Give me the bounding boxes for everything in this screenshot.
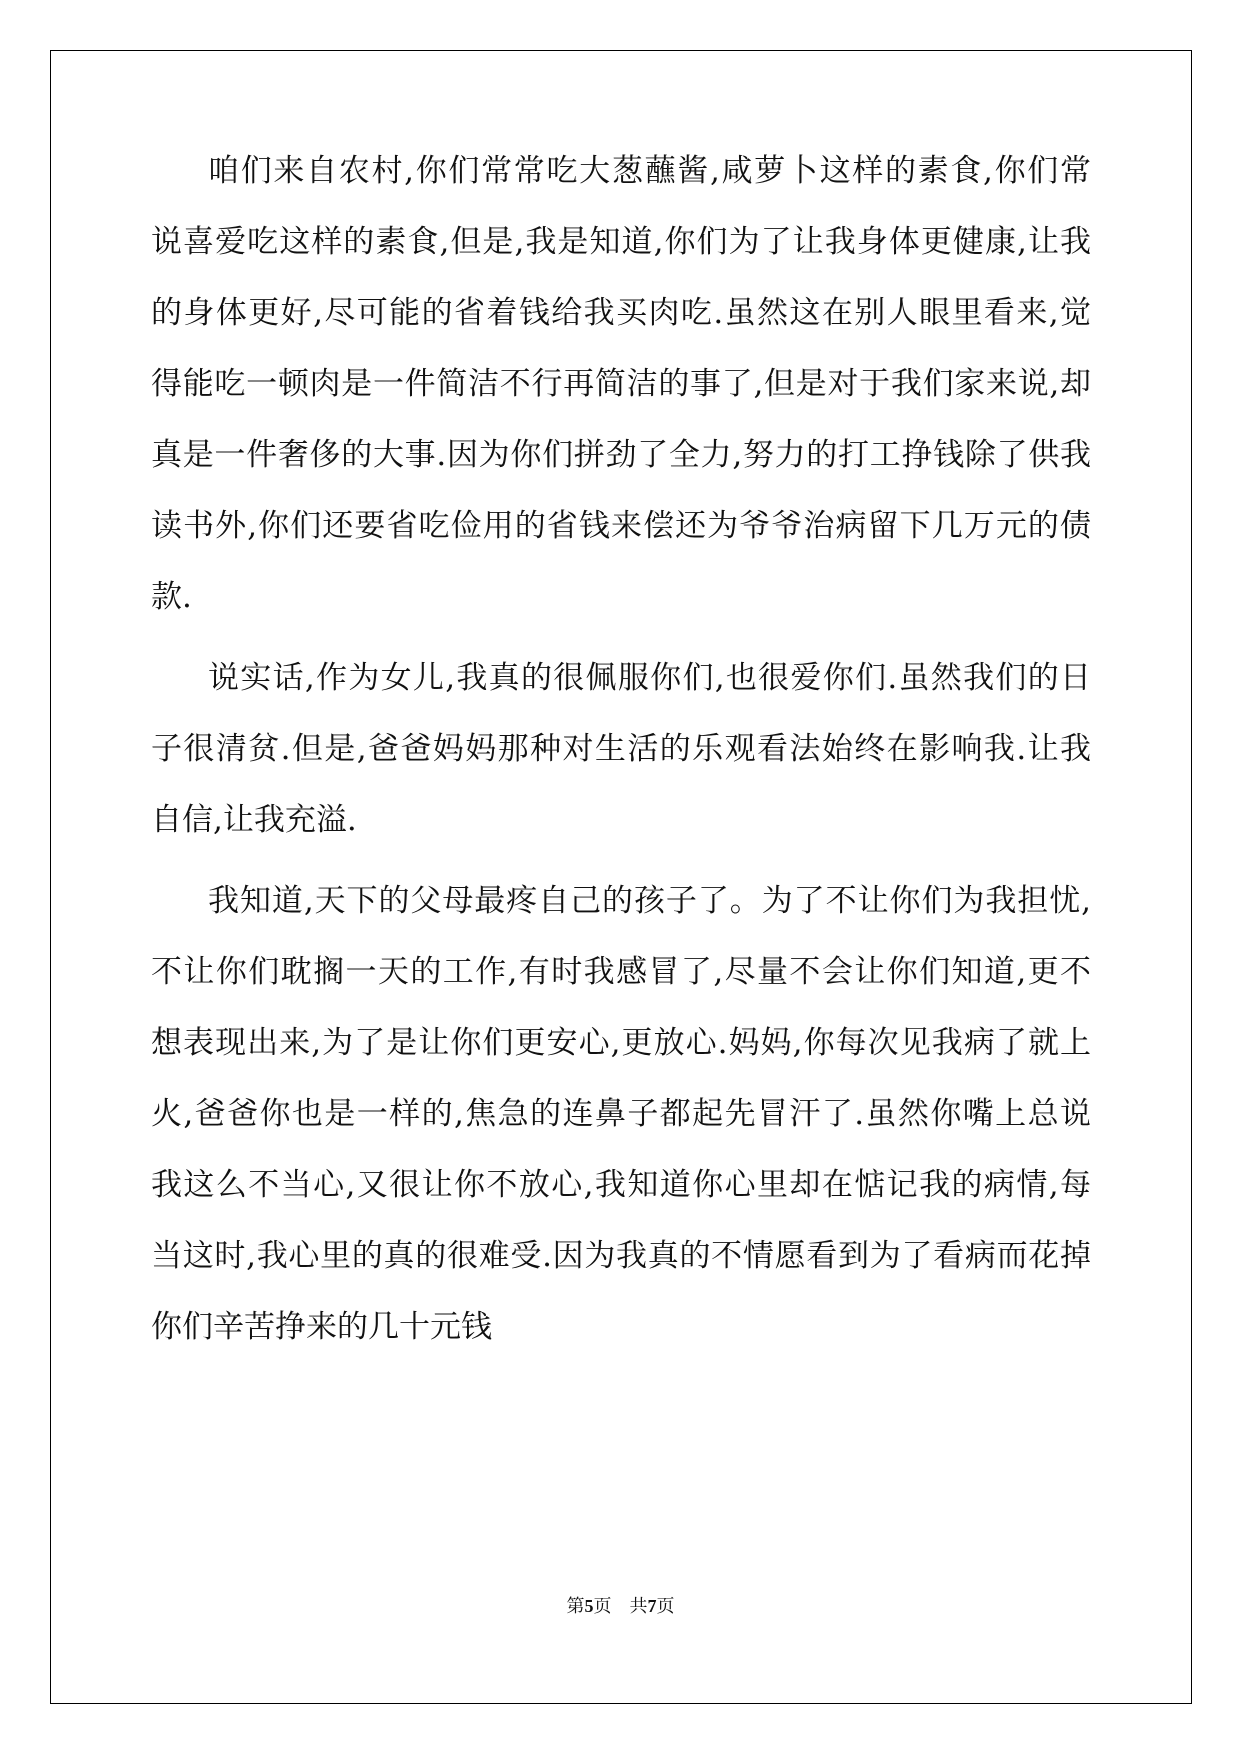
paragraph-3-line-7: 你们辛苦挣来的几十元钱 <box>151 1309 492 1345</box>
total-pages-number: 7 <box>647 1596 657 1616</box>
paragraph-1-line-6: 读书外,你们还要省吃俭用的省钱来偿还为爷爷治病留下几万元的债 <box>151 508 1091 544</box>
page-label-unit: 页 <box>593 1596 612 1616</box>
paragraph-3-line-2: 不让你们耽搁一天的工作,有时我感冒了,尽量不会让你们知道,更不 <box>151 954 1091 990</box>
paragraph-1-line-4: 得能吃一顿肉是一件简洁不行再简洁的事了,但是对于我们家来说,却 <box>151 366 1091 402</box>
paragraph-3-line-1: 我知道,天下的父母最疼自己的孩子了。为了不让你们为我担忧, <box>208 883 1091 919</box>
paragraph-2-line-1: 说实话,作为女儿,我真的很佩服你们,也很爱你们.虽然我们的日 <box>208 660 1091 696</box>
paragraph-1-line-3: 的身体更好,尽可能的省着钱给我买肉吃.虽然这在别人眼里看来,觉 <box>151 295 1091 331</box>
paragraph-3-line-5: 我这么不当心,又很让你不放心,我知道你心里却在惦记我的病情,每 <box>151 1167 1091 1203</box>
paragraph-2-line-3: 自信,让我充溢. <box>151 802 357 838</box>
paragraph-2-line-2: 子很清贫.但是,爸爸妈妈那种对生活的乐观看法始终在影响我.让我 <box>151 731 1091 767</box>
page-footer <box>0 1592 1241 1618</box>
current-page-number: 5 <box>584 1596 594 1616</box>
page-label-prefix: 第 <box>566 1596 585 1616</box>
paragraph-1-line-1: 咱们来自农村,你们常常吃大葱蘸酱,咸萝卜这样的素食,你们常 <box>208 153 1091 189</box>
paragraph-3-line-4: 火,爸爸你也是一样的,焦急的连鼻子都起先冒汗了.虽然你嘴上总说 <box>151 1096 1091 1132</box>
total-pages-unit: 页 <box>656 1596 675 1616</box>
paragraph-1-line-2: 说喜爱吃这样的素食,但是,我是知道,你们为了让我身体更健康,让我 <box>151 224 1091 260</box>
total-pages-prefix: 共 <box>629 1596 648 1616</box>
paragraph-3-line-6: 当这时,我心里的真的很难受.因为我真的不情愿看到为了看病而花掉 <box>151 1238 1091 1274</box>
paragraph-3-line-3: 想表现出来,为了是让你们更安心,更放心.妈妈,你每次见我病了就上 <box>151 1025 1091 1061</box>
paragraph-1-line-5: 真是一件奢侈的大事.因为你们拼劲了全力,努力的打工挣钱除了供我 <box>151 437 1091 473</box>
paragraph-1-line-7: 款. <box>151 579 192 615</box>
